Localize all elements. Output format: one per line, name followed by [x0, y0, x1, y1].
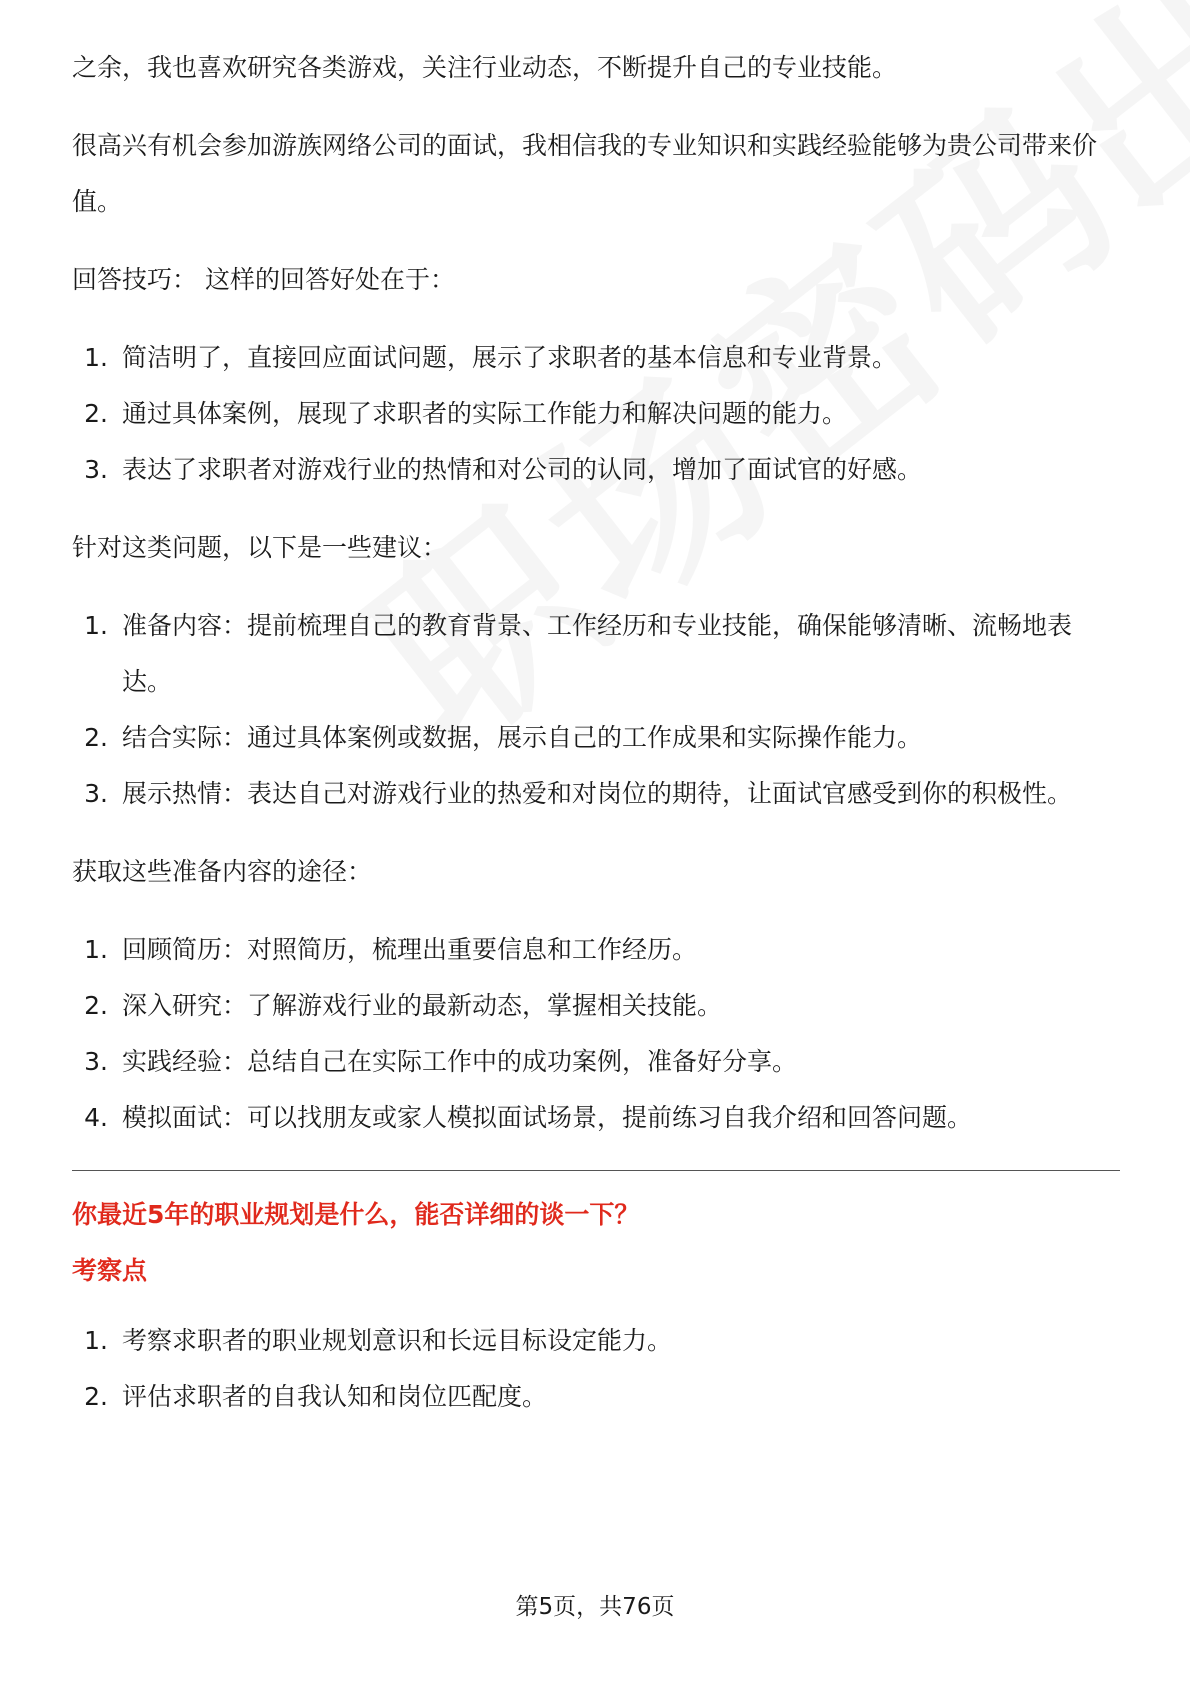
paragraph-sources-intro: 获取这些准备内容的途径：: [72, 857, 373, 886]
list-text: 简洁明了，直接回应面试问题，展示了求职者的基本信息和专业背景。: [122, 343, 898, 372]
list-text: 深入研究：了解游戏行业的最新动态，掌握相关技能。: [122, 991, 723, 1020]
list-text: 回顾简历：对照简历，梳理出重要信息和工作经历。: [122, 935, 698, 964]
list-number: 2.: [84, 1382, 108, 1411]
list-number: 1.: [84, 1326, 108, 1355]
list-number: 2.: [84, 991, 108, 1020]
list-text: 结合实际：通过具体案例或数据，展示自己的工作成果和实际操作能力。: [122, 723, 923, 752]
section-divider: [72, 1170, 1120, 1171]
list-item: [72, 710, 1120, 766]
list-item: [72, 978, 1120, 1034]
sources-list: [72, 922, 1120, 1146]
list-number: 3.: [84, 455, 108, 484]
list-number: 2.: [84, 399, 108, 428]
list-item: [72, 766, 1120, 822]
list-text: 考察求职者的职业规划意识和长远目标设定能力。: [122, 1326, 673, 1355]
list-item: [72, 442, 1120, 498]
page-content: [72, 40, 1120, 1425]
list-number: 1.: [84, 343, 108, 372]
list-number: 2.: [84, 723, 108, 752]
list-number: 1.: [84, 611, 108, 640]
list-text: 表达了求职者对游戏行业的热情和对公司的认同，增加了面试官的好感。: [122, 455, 923, 484]
page-number: 第5页，共76页: [515, 1594, 675, 1620]
list-text: 准备内容：提前梳理自己的教育背景、工作经历和专业技能，确保能够清晰、流畅地表达。: [122, 611, 1073, 696]
paragraph-advice-intro: 针对这类问题，以下是一些建议：: [72, 533, 448, 562]
list-text: 模拟面试：可以找朋友或家人模拟面试场景，提前练习自我介绍和回答问题。: [122, 1103, 973, 1132]
list-item: [72, 1313, 1120, 1369]
list-item: [72, 598, 1120, 710]
list-item: [72, 1369, 1120, 1425]
list-number: 3.: [84, 1047, 108, 1076]
question-title: 你最近5年的职业规划是什么，能否详细的谈一下？: [72, 1200, 640, 1229]
list-item: [72, 386, 1120, 442]
list-number: 1.: [84, 935, 108, 964]
list-text: 评估求职者的自我认知和岗位匹配度。: [122, 1382, 548, 1411]
list-text: 实践经验：总结自己在实际工作中的成功案例，准备好分享。: [122, 1047, 798, 1076]
list-text: 展示热情：表达自己对游戏行业的热爱和对岗位的期待，让面试官感受到你的积极性。: [122, 779, 1073, 808]
list-item: [72, 1034, 1120, 1090]
list-number: 4.: [84, 1103, 108, 1132]
paragraph-intro-end: 之余，我也喜欢研究各类游戏，关注行业动态，不断提升自己的专业技能。: [72, 53, 898, 82]
list-item: [72, 922, 1120, 978]
list-item: [72, 1090, 1120, 1146]
benefits-list: [72, 330, 1120, 498]
paragraph-answer-tips: 回答技巧： 这样的回答好处在于：: [72, 265, 455, 294]
question-subtitle: 考察点: [72, 1256, 148, 1285]
paragraph-closing: 很高兴有机会参加游族网络公司的面试，我相信我的专业知识和实践经验能够为贵公司带来价值。: [72, 131, 1098, 216]
list-text: 通过具体案例，展现了求职者的实际工作能力和解决问题的能力。: [122, 399, 848, 428]
list-number: 3.: [84, 779, 108, 808]
assessment-points-list: [72, 1313, 1120, 1425]
list-item: [72, 330, 1120, 386]
advice-list: [72, 598, 1120, 822]
